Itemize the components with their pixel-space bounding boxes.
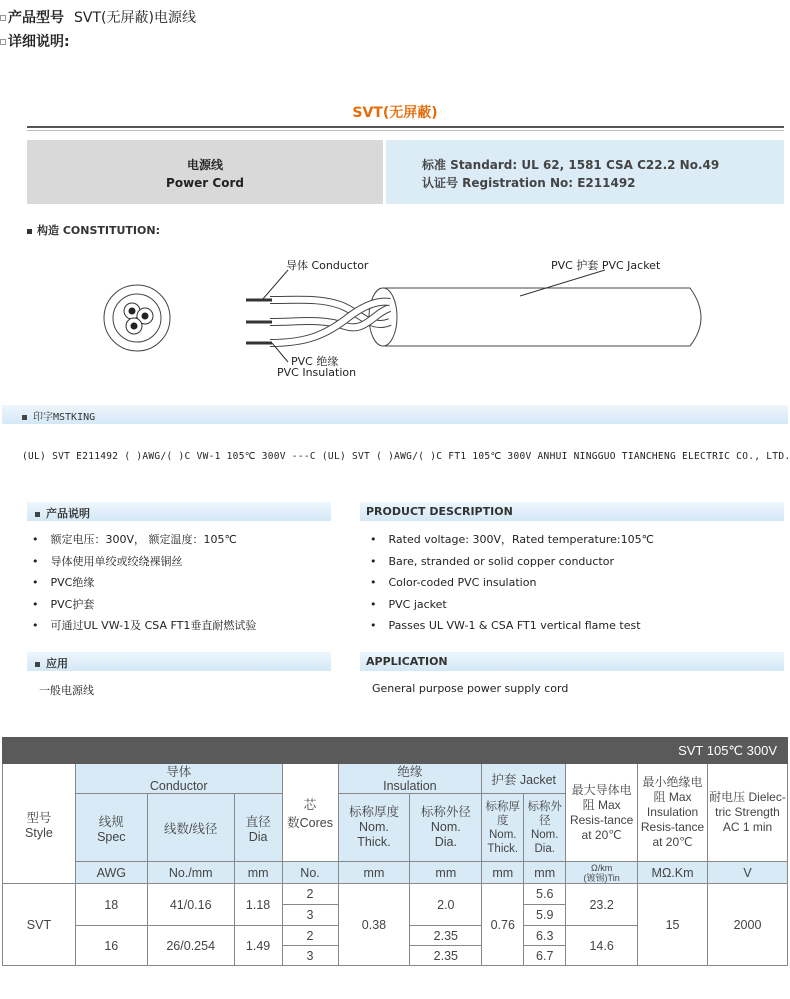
- unit-nomm: No./mm: [147, 862, 234, 884]
- list-item: • 导体使用单绞或绞绕裸铜丝: [32, 551, 256, 573]
- th-style: 型号 Style: [3, 764, 76, 884]
- list-item: • PVC护套: [32, 594, 256, 616]
- cell-spec: 16: [75, 926, 147, 966]
- th-min-ins: 最小绝缘电阻 Max Insulation Resis-tance at 20℃: [638, 764, 708, 862]
- th-strand: 线数/线径: [147, 794, 234, 862]
- cell-cores: 3: [282, 946, 338, 966]
- square-bullet-icon: [35, 662, 40, 667]
- cell-dia: 1.49: [234, 926, 282, 966]
- list-item: • 可通过UL VW-1及 CSA FT1垂直耐燃试验: [32, 615, 256, 637]
- unit-mm: mm: [524, 862, 566, 884]
- unit-mm: mm: [410, 862, 482, 884]
- marking-text: (UL) SVT E211492 ( )AWG/( )C VW-1 105℃ 300V ---C (UL) SVT ( )AWG/( )C FT1 105℃ 300V ANHUI NINGGUO TIANCHENG ELECTRIC CO., LTD.: [22, 451, 790, 462]
- desc-cn-list: [32, 529, 256, 637]
- cell-spec: 18: [75, 884, 147, 926]
- registration-text: 认证号 Registration No: E211492: [422, 176, 636, 190]
- cell-dia: 1.18: [234, 884, 282, 926]
- page-title: SVT(无屏蔽): [352, 105, 438, 121]
- cell-dielectric: 2000: [708, 884, 788, 966]
- cell-ins-dia: 2.35: [410, 926, 482, 946]
- unit-mm: mm: [234, 862, 282, 884]
- detail-label: 详细说明:: [8, 34, 70, 50]
- construction-label: 构造 CONSTITUTION:: [27, 222, 160, 238]
- model-value: SVT(无屏蔽)电源线: [74, 10, 196, 26]
- cell-style: SVT: [3, 884, 76, 966]
- th-dia: 直径 Dia: [234, 794, 282, 862]
- app-cn-text: 一般电源线: [39, 684, 94, 697]
- unit-mm: mm: [482, 862, 524, 884]
- th-ins-thick: 标称厚度 Nom. Thick.: [338, 794, 410, 862]
- marking-bar: 印字MSTKING: [2, 405, 788, 424]
- cable-illustration: [0, 0, 790, 400]
- th-ins-dia: 标称外径 Nom. Dia.: [410, 794, 482, 862]
- jacket-label: PVC 护套 PVC Jacket: [551, 259, 661, 272]
- unit-v: V: [708, 862, 788, 884]
- unit-mm: mm: [338, 862, 410, 884]
- th-insulation: 绝缘 Insulation: [338, 764, 482, 794]
- standard-text: 标准 Standard: UL 62, 1581 CSA C22.2 No.49: [422, 158, 720, 172]
- th-max-res: 最大导体电阻 Max Resis-tance at 20℃: [566, 764, 638, 862]
- desc-cn-bar: 产品说明: [27, 502, 331, 521]
- product-name-cn: 电源线: [186, 158, 223, 172]
- cell-min-ins: 15: [638, 884, 708, 966]
- insulation-label-cn: PVC 绝缘: [291, 355, 339, 368]
- list-item: • Color-coded PVC insulation: [370, 572, 654, 594]
- spec-table: [2, 737, 788, 966]
- th-cores: 芯 数Cores: [282, 764, 338, 862]
- th-jacket: 护套 Jacket: [482, 764, 566, 794]
- cell-strand: 41/0.16: [147, 884, 234, 926]
- app-en-bar: APPLICATION: [360, 652, 784, 671]
- unit-awg: AWG: [75, 862, 147, 884]
- cell-strand: 26/0.254: [147, 926, 234, 966]
- th-spec: 线规 Spec: [75, 794, 147, 862]
- list-item: • Passes UL VW-1 & CSA FT1 vertical flame test: [370, 615, 654, 637]
- th-dielectric: 耐电压 Dielec- tric Strength AC 1 min: [708, 764, 788, 862]
- th-conductor: 导体 Conductor: [75, 764, 282, 794]
- desc-en-bar: PRODUCT DESCRIPTION: [360, 502, 784, 521]
- desc-en-list: [370, 529, 654, 637]
- cell-ins-thick: 0.38: [338, 884, 410, 966]
- list-item: • Bare, stranded or solid copper conductor: [370, 551, 654, 573]
- table-title: SVT 105℃ 300V: [3, 738, 788, 764]
- list-item: • Rated voltage: 300V，Rated temperature:105℃: [370, 529, 654, 551]
- square-bullet-icon: [35, 512, 40, 517]
- product-name-en: Power Cord: [166, 176, 244, 190]
- app-en-text: General purpose power supply cord: [372, 682, 569, 695]
- app-cn-bar: 应用: [27, 652, 331, 671]
- list-item: • PVC jacket: [370, 594, 654, 616]
- th-jk-thick: 标称厚度 Nom. Thick.: [482, 794, 524, 862]
- list-item: • PVC绝缘: [32, 572, 256, 594]
- cell-jk-dia: 5.6: [524, 884, 566, 905]
- model-label: 产品型号: [8, 10, 64, 26]
- list-item: • 额定电压：300V， 额定温度：105℃: [32, 529, 256, 551]
- cell-jk-dia: 5.9: [524, 905, 566, 926]
- cell-max-res: 14.6: [566, 926, 638, 966]
- cell-max-res: 23.2: [566, 884, 638, 926]
- unit-no: No.: [282, 862, 338, 884]
- cell-ins-dia: 2.0: [410, 884, 482, 926]
- unit-mohm: MΩ.Km: [638, 862, 708, 884]
- cell-cores: 3: [282, 905, 338, 926]
- cell-jk-dia: 6.3: [524, 926, 566, 946]
- conductor-label: 导体 Conductor: [286, 259, 369, 272]
- cell-cores: 2: [282, 884, 338, 905]
- cell-cores: 2: [282, 926, 338, 946]
- insulation-label-en: PVC Insulation: [277, 366, 357, 379]
- cell-ins-dia: 2.35: [410, 946, 482, 966]
- square-bullet-icon: [22, 415, 27, 420]
- cell-jk-dia: 6.7: [524, 946, 566, 966]
- unit-ohm: Ω/km (镀锡)Tin: [566, 862, 638, 884]
- cell-jk-thick: 0.76: [482, 884, 524, 966]
- th-jk-dia: 标称外径 Nom. Dia.: [524, 794, 566, 862]
